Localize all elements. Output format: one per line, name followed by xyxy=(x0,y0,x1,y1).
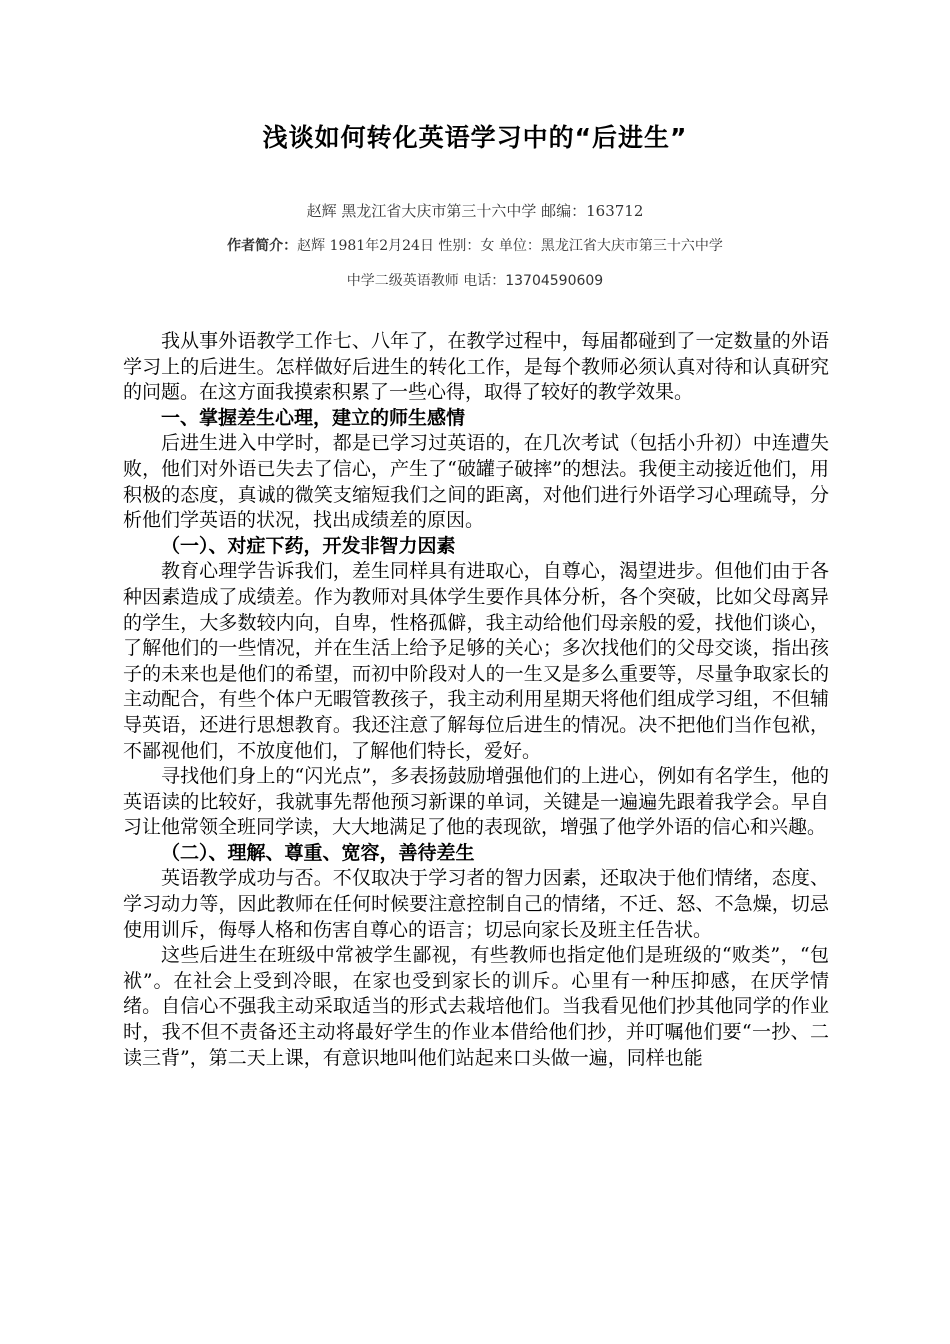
phone-number: 13704590609 xyxy=(505,273,604,289)
paragraph: 寻找他们身上的“闪光点”，多表扬鼓励增强他们的上进心，例如有名学生，他的英语读的比较好，我就事先帮他预习新课的单词，关键是一遍遍先跟着我学会。早自习让他常领全班同学读，大大地满足了他的表现欲，增强了他学外语的信心和兴趣。 xyxy=(123,765,829,839)
paragraph: 英语教学成功与否。不仅取决于学习者的智力因素，还取决于他们情绪，态度、学习动力等，因此教师在任何时候要注意控制自己的情绪，不迁、怒、不急燥，切忌使用训斥，侮辱人格和伤害自尊心的语言；切忌向家长及班主任告状。 xyxy=(123,867,829,941)
bio-label: 作者简介： xyxy=(227,238,298,254)
author-byline: 赵辉 黑龙江省大庆市第三十六中学 邮编：163712 xyxy=(306,202,644,220)
section-heading: 一、掌握差生心理，建立的师生感情 xyxy=(161,406,466,429)
subsection-heading: （二）、理解、尊重、宽容，善待差生 xyxy=(161,841,475,864)
paragraph: 我从事外语教学工作七、八年了，在教学过程中，每届都碰到了一定数量的外语学习上的后进生。怎样做好后进生的转化工作，是每个教师必须认真对待和认真研究的问题。在这方面我摸索积累了一些心得，取得了较好的教学效果。 xyxy=(123,330,829,404)
document-title: 浅谈如何转化英语学习中的“后进生” xyxy=(262,123,688,152)
subsection-heading: （一）、对症下药，开发非智力因素 xyxy=(161,534,456,557)
author-title-phone xyxy=(0,270,950,290)
article-body xyxy=(123,329,829,1071)
author-bio-line xyxy=(0,235,950,255)
paragraph: 后进生进入中学时，都是已学习过英语的，在几次考试（包括小升初）中连遭失败，他们对外语已失去了信心，产生了“破罐子破摔”的想法。我便主动接近他们，用积极的态度，真诚的微笑支缩短我们之间的距离，对他们进行外语学习心理疏导，分析他们学英语的状况，找出成绩差的原因。 xyxy=(123,432,829,532)
bio-details: 赵辉 1981年2月24日 性别：女 单位：黑龙江省大庆市第三十六中学 xyxy=(297,238,723,254)
paragraph: 教育心理学告诉我们，差生同样具有进取心，自尊心，渴望进步。但他们由于各种因素造成了成绩差。作为教师对具体学生要作具体分析，各个突破，比如父母离异的学生，大多数较内向，自卑，性格孤僻，我主动给他们母亲般的爱，找他们谈心，了解他们的一些情况，并在生活上给予足够的关心；多次找他们的父母交谈，指出孩子的未来也是他们的希望，而初中阶段对人的一生又是多么重要等，尽量争取家长的主动配合，有些个体户无暇管教孩子，我主动利用星期天将他们组成学习组，不但辅导英语，还进行思想教育。我还注意了解每位后进生的情况。决不把他们当作包袱，不鄙视他们，不放度他们，了解他们特长，爱好。 xyxy=(123,560,829,762)
paragraph: 这些后进生在班级中常被学生鄙视，有些教师也指定他们是班级的“败类”，“包袱”。在社会上受到冷眼，在家也受到家长的训斥。心里有一种压抑感，在厌学情绪。自信心不强我主动采取适当的形式去栽培他们。当我看见他们抄其他同学的作业时，我不但不责备还主动将最好学生的作业本借给他们抄，并叮嘱他们要“一抄、二读三背”，第二天上课，有意识地叫他们站起来口头做一遍，同样也能 xyxy=(123,944,829,1069)
author-position: 中学二级英语教师 电话： xyxy=(346,273,506,289)
